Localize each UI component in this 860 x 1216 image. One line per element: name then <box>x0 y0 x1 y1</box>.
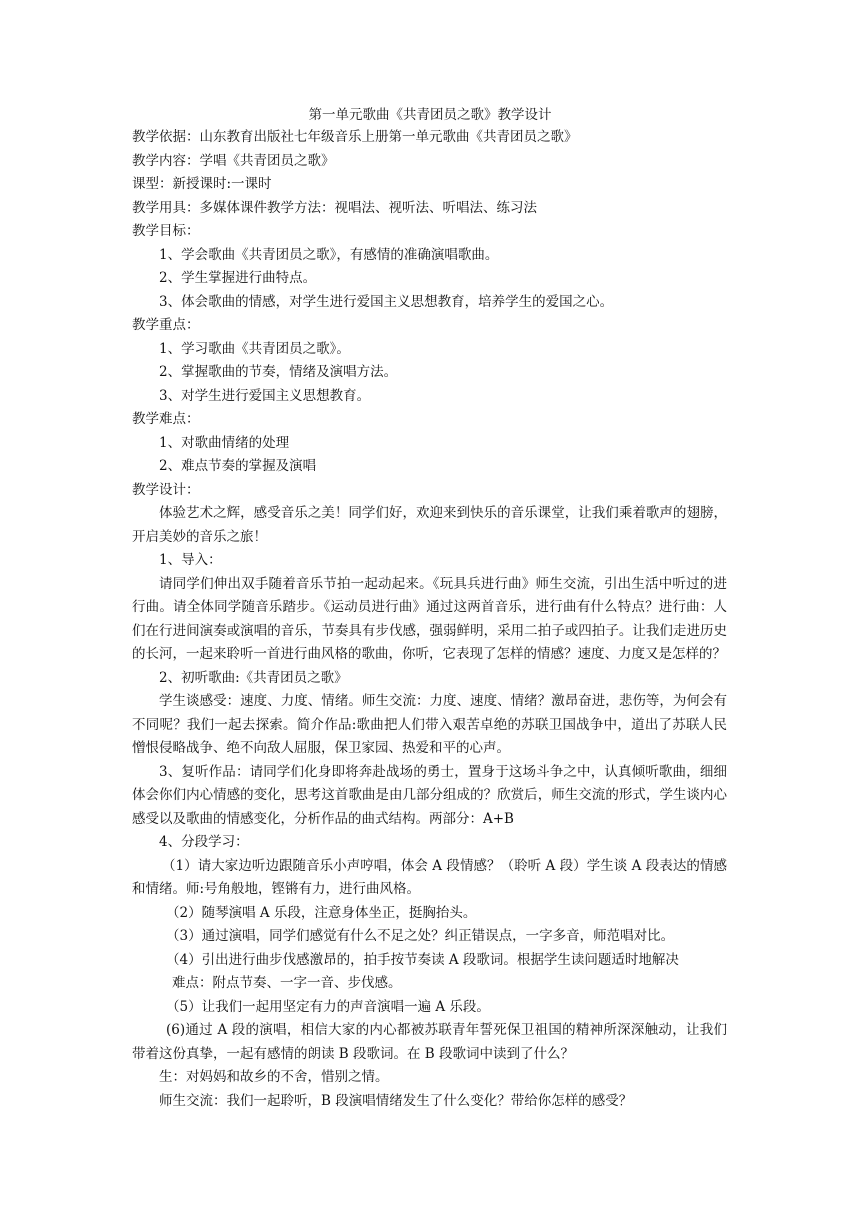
basis-line: 教学依据：山东教育出版社七年级音乐上册第一单元歌曲《共青团员之歌》 <box>132 129 578 145</box>
sub-step-3: （3）通过演唱，同学们感觉有什么不足之处？纠正错误点，一字多音，师范唱对比。 <box>166 928 675 944</box>
step2-heading: 2、初听歌曲:《共青团员之歌》 <box>159 669 348 686</box>
lesson-type-line: 课型：新授课时:一课时 <box>132 176 272 192</box>
sub-step-5: （5）让我们一起用坚定有力的声音演唱一遍 A 乐段。 <box>166 998 490 1015</box>
goal-item: 1、学会歌曲《共青团员之歌》，有感情的准确演唱歌曲。 <box>159 246 499 263</box>
goal-item: 2、学生掌握进行曲特点。 <box>159 270 317 286</box>
page-title: 第一单元歌曲《共青团员之歌》教学设计 <box>308 107 552 123</box>
difficult-points-heading: 教学难点： <box>132 411 200 427</box>
step1-paragraph: 请同学们伸出双手随着音乐节拍一起动起来。《玩具兵进行曲》师生交流，引出生活中听过的进行曲。请全体同学随音乐踏步。《运动员进行曲》通过这两首音乐，进行曲有什么特点？进行曲：人们在行进间演奏或演唱的音乐，节奏具有步伐感，强弱鲜明，采用二拍子或四拍子。让我们走进历史的长河，一起来聆听一首进行曲风格的歌曲，你听，它表现了怎样的情感？速度、力度又是怎样的？ <box>132 575 727 662</box>
goals-heading: 教学目标： <box>132 223 200 239</box>
sub-step-4: （4）引出进行曲步伐感激昂的，拍手按节奏读 A 段歌词。根据学生读问题适时地解决 <box>166 951 679 968</box>
difficult-point-item: 1、对歌曲情绪的处理 <box>159 434 290 451</box>
document-body <box>132 126 727 1113</box>
key-point-item: 2、掌握歌曲的节奏，情绪及演唱方法。 <box>159 364 398 380</box>
teacher-student-exchange: 师生交流：我们一起聆听，B 段演唱情绪发生了什么变化？带给你怎样的感受？ <box>159 1092 633 1109</box>
sub-step-2: （2）随琴演唱 A 乐段，注意身体坐正，挺胸抬头。 <box>166 904 477 921</box>
difficult-point-item: 2、难点节奏的掌握及演唱 <box>159 458 317 474</box>
step1-heading: 1、导入： <box>159 552 222 568</box>
goal-item: 3、体会歌曲的情感，对学生进行爱国主义思想教育，培养学生的爱国之心。 <box>159 293 614 310</box>
intro-paragraph: 体验艺术之辉，感受音乐之美！同学们好，欢迎来到快乐的音乐课堂，让我们乘着歌声的翅膀，开启美妙的音乐之旅！ <box>132 505 727 545</box>
key-point-item: 3、对学生进行爱国主义思想教育。 <box>159 387 371 404</box>
design-heading: 教学设计： <box>132 481 200 498</box>
tools-line: 教学用具：多媒体课件教学方法：视唱法、视听法、听唱法、练习法 <box>132 199 537 216</box>
key-points-heading: 教学重点： <box>132 317 200 333</box>
sub-step-4-cont: 难点：附点节奏、一字一音、步伐感。 <box>172 975 402 991</box>
student-response: 生：对妈妈和故乡的不舍，惜别之情。 <box>159 1069 389 1085</box>
step3-paragraph: 3、复听作品：请同学们化身即将奔赴战场的勇士，置身于这场斗争之中，认真倾听歌曲，细细体会你们内心情感的变化，思考这首歌曲是由几部分组成的？欣赏后，师生交流的形式，学生谈内心感受以及歌曲的情感变化，分析作品的曲式结构。两部分：A+B <box>132 763 727 827</box>
step4-heading: 4、分段学习： <box>159 834 249 850</box>
content-line: 教学内容：学唱《共青团员之歌》 <box>132 152 335 169</box>
sub-step-1: （1）请大家边听边跟随音乐小声哼唱，体会 A 段情感？（聆听 A 段）学生谈 A 段表达的情感和情绪。师:号角般地，铿锵有力，进行曲风格。 <box>132 857 727 897</box>
key-point-item: 1、学习歌曲《共青团员之歌》。 <box>159 340 350 357</box>
step2-paragraph: 学生谈感受：速度、力度、情绪。师生交流：力度、速度、情绪？激昂奋进，悲伤等，为何会有不同呢？我们一起去探索。简介作品:歌曲把人们带入艰苦卓绝的苏联卫国战争中，道出了苏联人民憎恨侵略战争、绝不向敌人屈服，保卫家园、热爱和平的心声。 <box>132 693 727 756</box>
sub-step-6: (6)通过 A 段的演唱，相信大家的内心都被苏联青年誓死保卫祖国的精神所深深触动，让我们带着这份真挚，一起有感情的朗读 B 段歌词。在 B 段歌词中读到了什么？ <box>132 1022 727 1062</box>
